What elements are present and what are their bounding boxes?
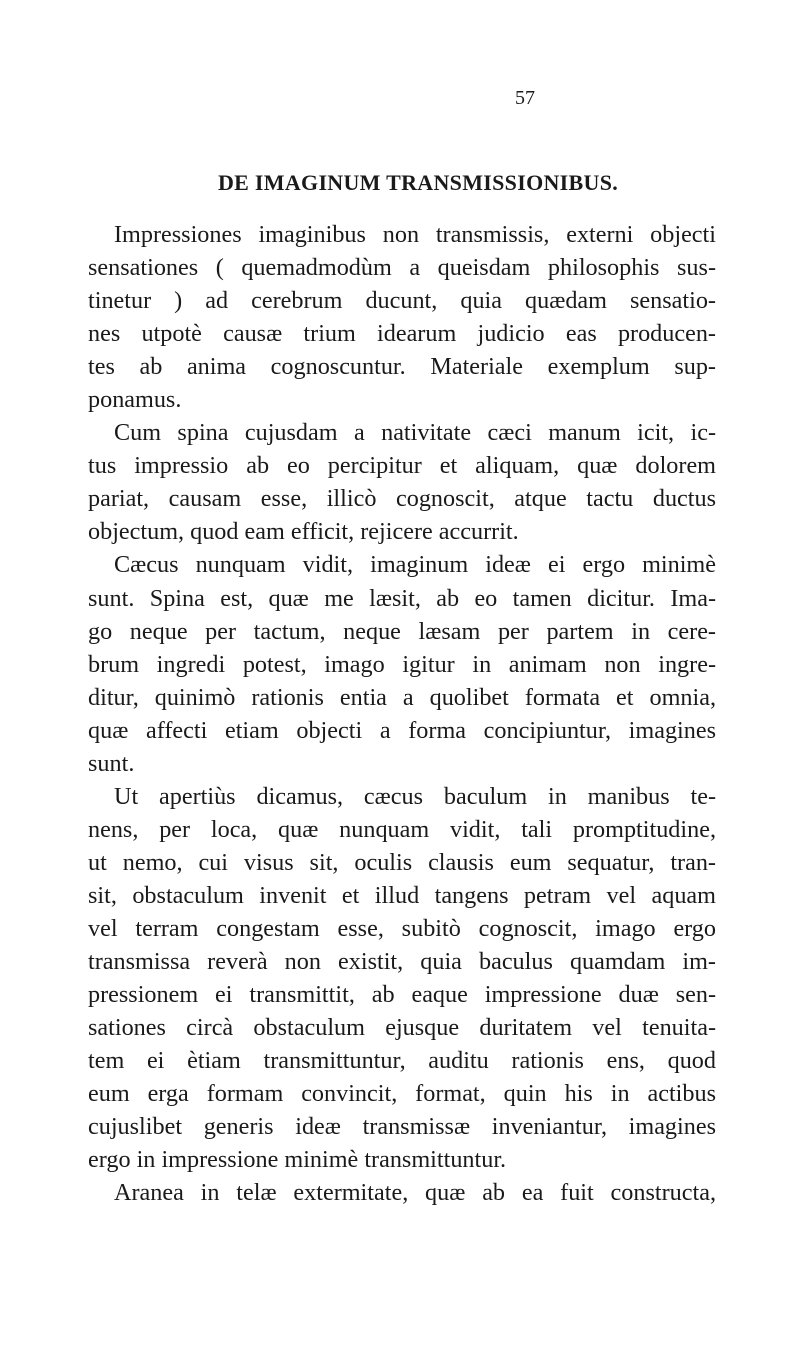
text-line: nes utpotè causæ trium idearum judicio eas producen- <box>88 320 716 348</box>
text-line: Cæcus nunquam vidit, imaginum ideæ ei ergo minimè <box>114 551 716 579</box>
text-line: ponamus. <box>88 386 182 414</box>
text-line: quæ affecti etiam objecti a forma concipiuntur, imagines <box>88 716 716 744</box>
chapter-heading: DE IMAGINUM TRANSMISSIONIBUS. <box>217 170 619 195</box>
text-line: tinetur ) ad cerebrum ducunt, quia quædam sensatio- <box>88 287 716 315</box>
text-line: ergo in impressione minimè transmittuntur. <box>88 1146 507 1174</box>
text-line: sunt. Spina est, quæ me læsit, ab eo tamen dicitur. Ima- <box>88 584 716 612</box>
text-line: objectum, quod eam efficit, rejicere accurrit. <box>88 518 519 546</box>
text-line: Cum spina cujusdam a nativitate cæci manum icit, ic- <box>114 419 716 447</box>
text-line: Aranea in telæ extermitate, quæ ab ea fuit constructa, <box>114 1179 716 1207</box>
text-line: eum erga formam convincit, format, quin his in actibus <box>88 1080 716 1108</box>
text-line: Impressiones imaginibus non transmissis, externi objecti <box>114 221 716 248</box>
text-line: ut nemo, cui visus sit, oculis clausis eum sequatur, tran- <box>88 848 716 876</box>
text-line: tus impressio ab eo percipitur et aliquam, quæ dolorem <box>88 452 716 480</box>
text-line: ditur, quinimò rationis entia a quolibet formata et omnia, <box>88 683 716 711</box>
text-line: Ut apertiùs dicamus, cæcus baculum in manibus te- <box>114 782 716 810</box>
text-line: cujuslibet generis ideæ transmissæ inveniantur, imagines <box>88 1113 716 1141</box>
text-line: go neque per tactum, neque læsam per partem in cere- <box>88 617 716 645</box>
page-number: 57 <box>515 87 535 109</box>
text-line: sensationes ( quemadmodùm a queisdam philosophis sus- <box>88 254 716 282</box>
text-line: nens, per loca, quæ nunquam vidit, tali promptitudine, <box>88 815 716 843</box>
text-line: sunt. <box>88 749 135 777</box>
text-line: vel terram congestam esse, subitò cognoscit, imago ergo <box>88 914 716 942</box>
text-line: pariat, causam esse, illicò cognoscit, atque tactu ductus <box>88 485 716 513</box>
text-line: brum ingredi potest, imago igitur in animam non ingre- <box>88 650 716 678</box>
text-line: tem ei ètiam transmittuntur, auditu rationis ens, quod <box>88 1047 716 1075</box>
text-line: tes ab anima cognoscuntur. Materiale exemplum sup- <box>88 353 716 381</box>
text-line: sit, obstaculum invenit et illud tangens petram vel aquam <box>88 881 716 909</box>
body-text <box>88 218 716 1209</box>
text-line: transmissa reverà non existit, quia baculus quamdam im- <box>88 948 716 976</box>
text-line: pressionem ei transmittit, ab eaque impressione duæ sen- <box>88 981 716 1009</box>
text-line: sationes circà obstaculum ejusque duritatem vel tenuita- <box>88 1014 716 1042</box>
